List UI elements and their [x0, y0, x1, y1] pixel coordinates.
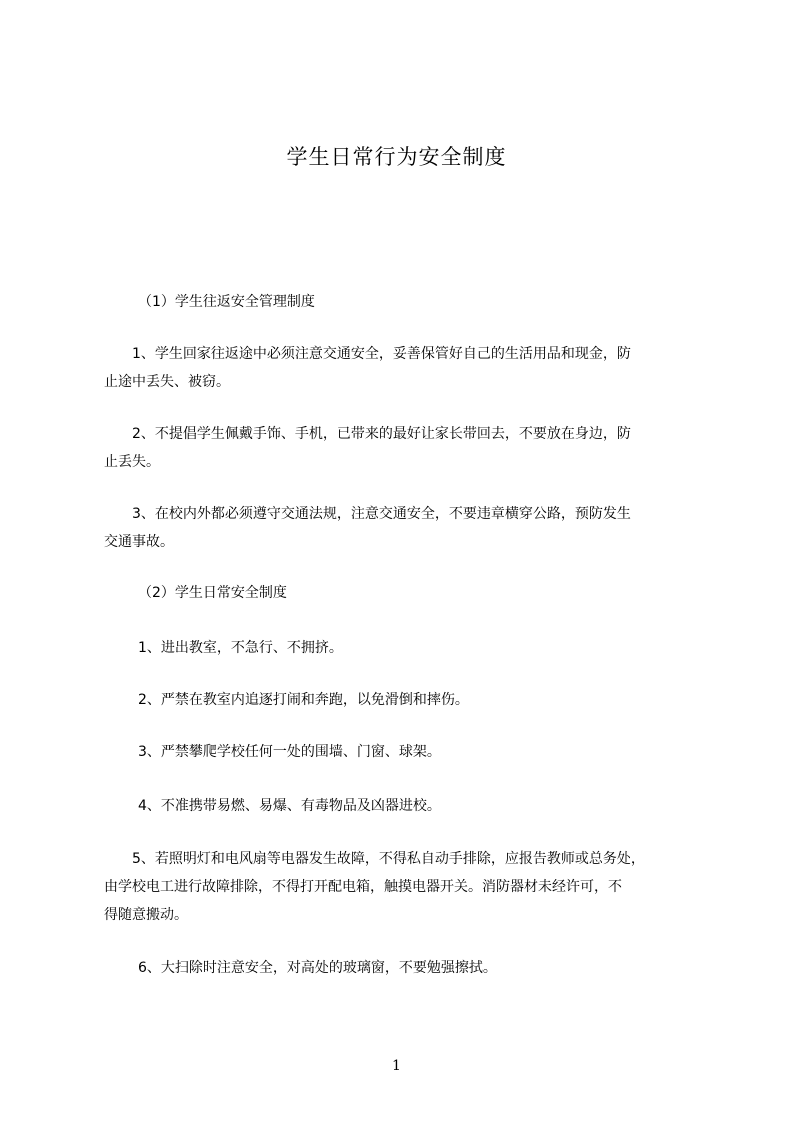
- paragraph-line: 交通事故。: [104, 534, 174, 550]
- section-heading-2: （2）学生日常安全制度: [138, 585, 287, 601]
- list-item: 1、进出教室，不急行、不拥挤。: [138, 640, 343, 656]
- list-item: 2、严禁在教室内追逐打闹和奔跑，以免滑倒和摔伤。: [138, 692, 469, 708]
- page-title: 学生日常行为安全制度: [286, 145, 507, 169]
- paragraph-2: [104, 420, 716, 476]
- paragraph-line: 止丢失。: [104, 454, 160, 470]
- paragraph-line: 由学校电工进行故障排除，不得打开配电箱，触摸电器开关。消防器材未经许可，不: [104, 879, 622, 895]
- section-heading-1: （1）学生往返安全管理制度: [138, 294, 315, 310]
- list-item: 3、严禁攀爬学校任何一处的围墙、门窗、球架。: [138, 744, 441, 760]
- paragraph-1: [104, 340, 716, 396]
- page-number: 1: [392, 1058, 401, 1074]
- paragraph-line: 止途中丢失、被窃。: [104, 374, 230, 390]
- paragraph-line: 得随意搬动。: [104, 907, 188, 923]
- paragraph-3: [104, 500, 716, 556]
- paragraph-line: 1、学生回家往返途中必须注意交通安全，妥善保管好自己的生活用品和现金，防: [104, 346, 631, 362]
- list-item: 4、不准携带易燃、易爆、有毒物品及凶器进校。: [138, 798, 441, 814]
- paragraph-5: [104, 845, 716, 929]
- list-item: 6、大扫除时注意安全，对高处的玻璃窗，不要勉强擦拭。: [138, 960, 497, 976]
- paragraph-line: 3、在校内外都必须遵守交通法规，注意交通安全，不要违章横穿公路，预防发生: [104, 506, 631, 522]
- paragraph-line: 2、不提倡学生佩戴手饰、手机，已带来的最好让家长带回去，不要放在身边，防: [104, 426, 631, 442]
- paragraph-line: 5、若照明灯和电风扇等电器发生故障，不得私自动手排除，应报告教师或总务处，: [104, 851, 645, 867]
